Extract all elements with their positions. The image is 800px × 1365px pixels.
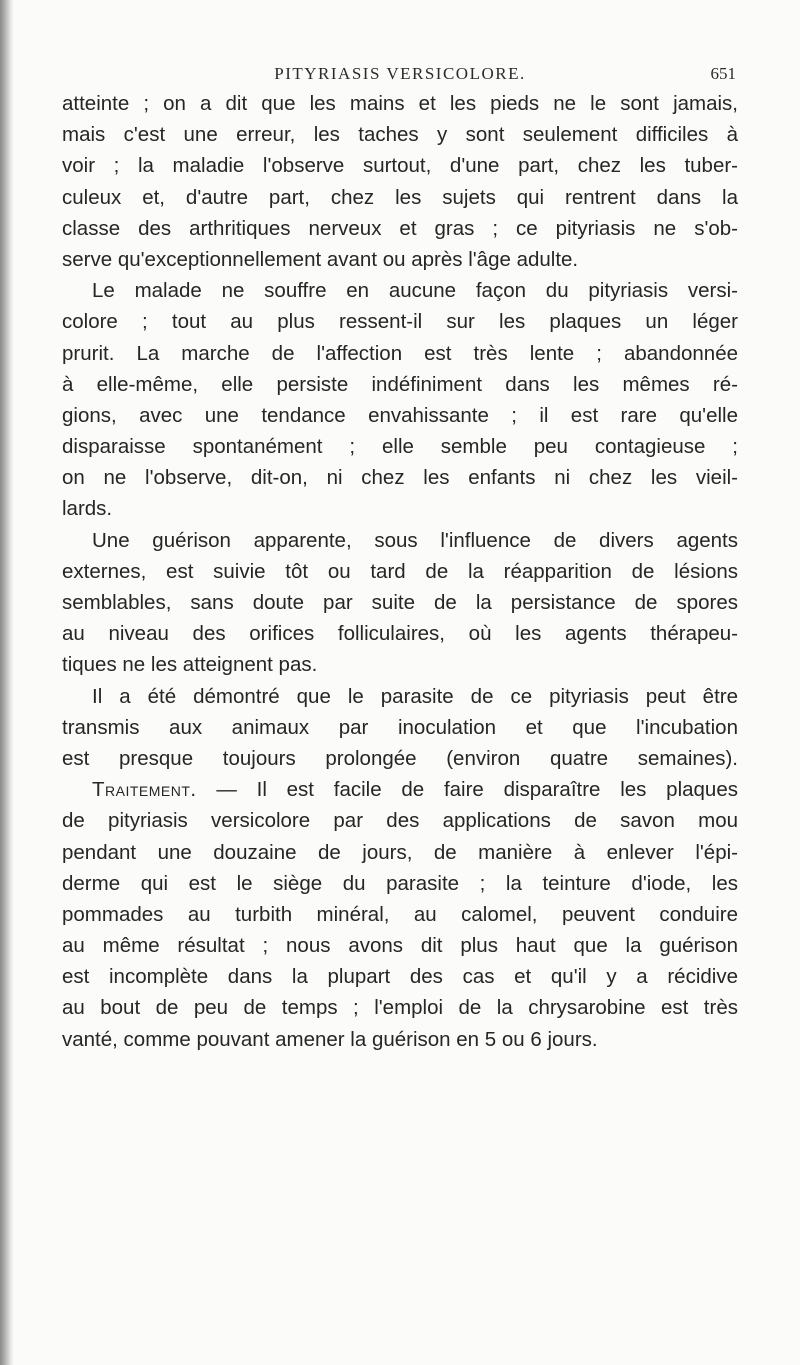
text-line: Il a été démontré que le parasite de ce pityriasis peut être [92,684,738,708]
text-line: on ne l'observe, dit-on, ni chez les enfants ni chez les vieil- [62,466,738,490]
text-line: pommades au turbith minéral, au calomel, peuvent conduire [62,902,738,926]
text-line: prurit. La marche de l'affection est très lente ; abandonnée [62,341,738,365]
running-title: PITYRIASIS VERSICOLORE. [274,64,526,83]
text-line: atteinte ; on a dit que les mains et les pieds ne le sont jamais, [62,92,738,115]
text-line: pendant une douzaine de jours, de manière à enlever l'épi- [62,840,738,864]
text-line: au même résultat ; nous avons dit plus haut que la guérison [62,934,738,958]
text-line: Une guérison apparente, sous l'influence de divers agents [92,528,738,552]
traitement-heading: Traitement. [92,778,197,802]
text-line: Le malade ne souffre en aucune façon du pityriasis versi- [92,279,738,303]
text-line: derme qui est le siège du parasite ; la teinture d'iode, les [62,871,738,895]
text-line: de pityriasis versicolore par des applications de savon mou [62,809,738,833]
text-line: au niveau des orifices folliculaires, où les agents thérapeu- [62,622,738,646]
text-line: à elle-même, elle persiste indéfiniment dans les mêmes ré- [62,372,738,396]
text-line: colore ; tout au plus ressent-il sur les plaques un léger [62,310,738,334]
text-line: classe des arthritiques nerveux et gras ; ce pityriasis ne s'ob- [62,216,738,240]
text-line: serve qu'exceptionnellement avant ou après l'âge adulte. [62,247,579,271]
text-line: culeux et, d'autre part, chez les sujets qui rentrent dans la [62,185,738,209]
text-line: est presque toujours prolongée (environ quatre semaines). [62,746,738,770]
text-line: lards. [62,497,113,521]
text-line: est incomplète dans la plupart des cas et qu'il y a récidive [62,965,738,989]
text-line: au bout de peu de temps ; l'emploi de la chrysarobine est très [62,996,738,1020]
text-line: tiques ne les atteignent pas. [62,653,318,677]
text-line: disparaisse spontanément ; elle semble peu contagieuse ; [62,435,738,459]
text-line: mais c'est une erreur, les taches y sont seulement difficiles à [62,123,738,147]
text-line: transmis aux animaux par inoculation et que l'incubation [62,715,738,739]
running-head [62,64,738,90]
text-line-traitement [62,774,738,805]
text-line: voir ; la maladie l'observe surtout, d'une part, chez les tuber- [62,154,738,178]
traitement-text: — Il est facile de faire disparaître les plaques [216,778,738,802]
page-number: 651 [710,64,736,83]
body-text [62,88,738,1055]
text-line: externes, est suivie tôt ou tard de la réapparition de lésions [62,559,738,583]
text-line: semblables, sans doute par suite de la persistance de spores [62,591,738,614]
binding-shadow [0,0,14,1365]
text-line: gions, avec une tendance envahissante ; il est rare qu'elle [62,403,738,427]
text-line: vanté, comme pouvant amener la guérison en 5 ou 6 jours. [62,1027,598,1051]
